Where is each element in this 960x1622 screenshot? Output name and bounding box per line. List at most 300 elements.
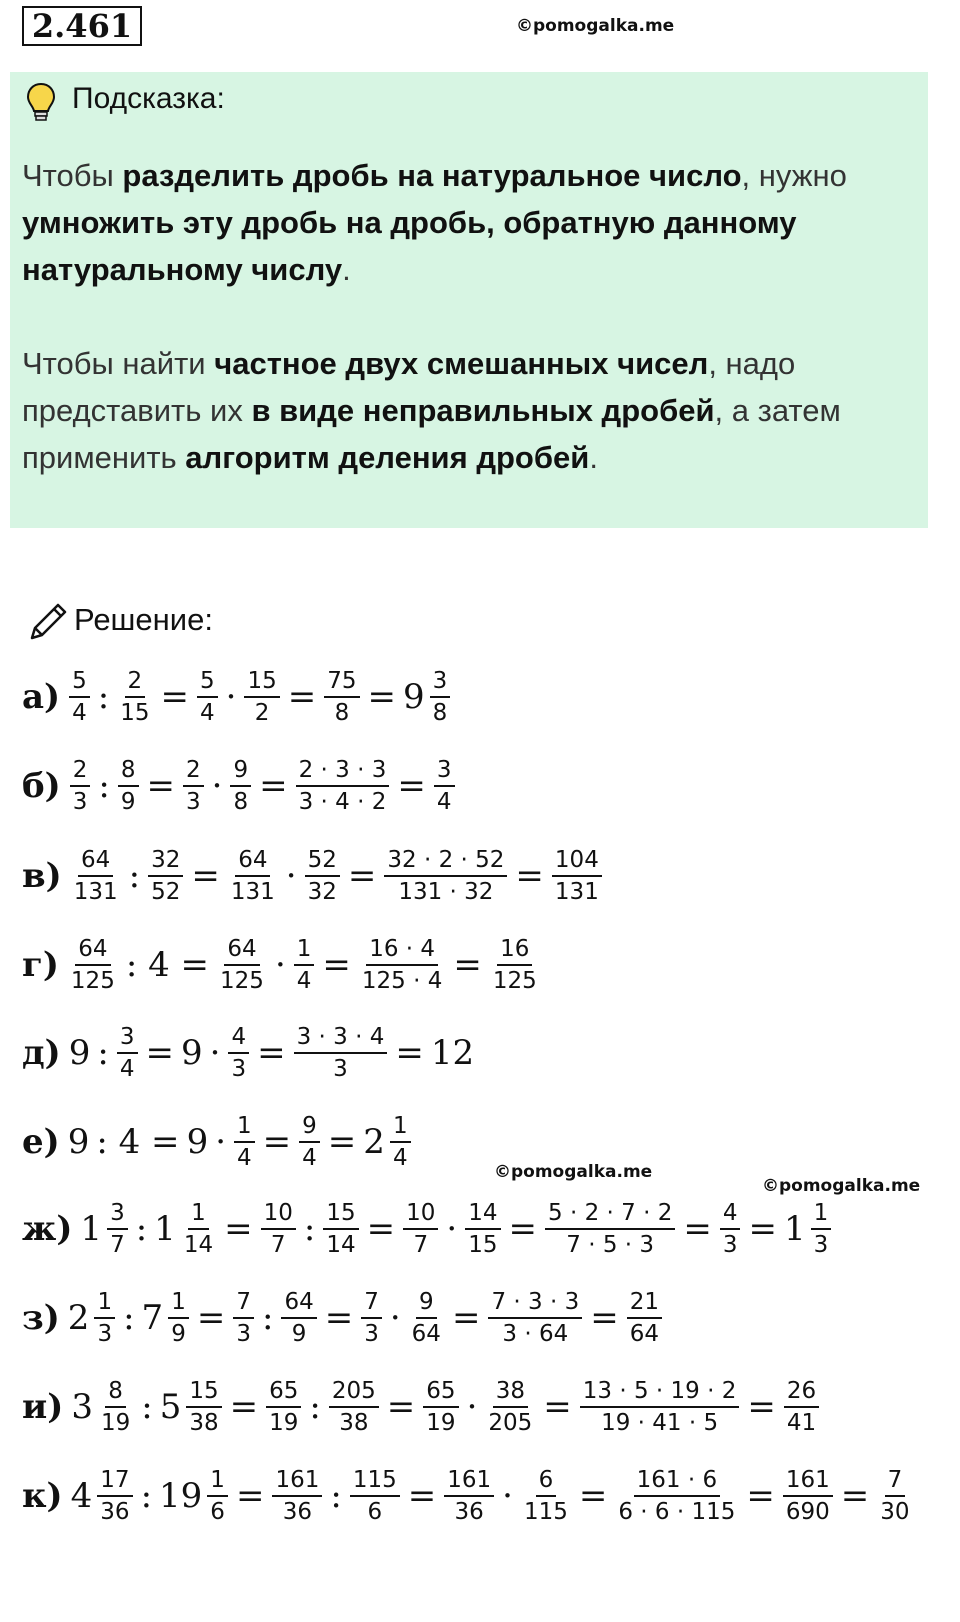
- fraction-denominator: 115: [523, 1499, 568, 1525]
- operator: :: [97, 1033, 109, 1073]
- fraction-denominator: 15: [468, 1232, 498, 1258]
- fraction-denominator: 19: [100, 1410, 131, 1436]
- fraction-numerator: 104: [552, 845, 602, 877]
- fraction-denominator: 4: [302, 1145, 317, 1171]
- fraction-numerator: 4: [228, 1022, 249, 1054]
- operator: =: [224, 1209, 253, 1249]
- hint-text-segment: , а затем применить: [22, 393, 841, 475]
- fraction-denominator: 14: [326, 1232, 356, 1258]
- fraction-denominator: 52: [151, 879, 181, 905]
- watermark-right: ©pomogalka.me: [762, 1176, 921, 1196]
- fraction: [384, 845, 507, 907]
- fraction-numerator: 5: [69, 666, 90, 698]
- fraction-denominator: 4: [436, 789, 452, 815]
- hint-text-segment: , нужно: [741, 158, 847, 193]
- fraction-numerator: 16 · 4: [366, 934, 438, 966]
- fraction: [720, 1198, 741, 1260]
- fraction: [324, 666, 359, 728]
- solution-row: [22, 1287, 665, 1349]
- fraction: [294, 1022, 388, 1084]
- fraction-numerator: 7: [361, 1287, 382, 1319]
- hint-text-segment: Чтобы найти: [22, 346, 215, 381]
- problem-number: 2.461: [22, 6, 142, 46]
- fraction: [444, 1465, 494, 1527]
- fraction-numerator: 64: [75, 934, 110, 966]
- fraction: [207, 1465, 228, 1527]
- operator: =: [347, 856, 377, 896]
- whole-number: 1: [80, 1209, 103, 1249]
- fraction-denominator: 3: [813, 1232, 829, 1258]
- operator: =: [324, 1298, 354, 1338]
- lightbulb-icon: [26, 82, 56, 124]
- hint-text-segment: алгоритм деления дробей: [185, 440, 590, 475]
- fraction: [261, 1198, 296, 1260]
- fraction-denominator: 36: [454, 1499, 484, 1525]
- fraction: [465, 1198, 500, 1260]
- fraction-denominator: 131: [230, 879, 275, 905]
- operator: : 4 =: [125, 945, 210, 985]
- fraction-denominator: 131: [554, 879, 599, 905]
- fraction-denominator: 8: [233, 789, 249, 815]
- fraction: [423, 1376, 458, 1438]
- watermark-top: ©pomogalka.me: [516, 16, 675, 36]
- fraction-denominator: 131: [73, 879, 118, 905]
- operator: :: [261, 1298, 274, 1338]
- fraction: [234, 1111, 255, 1173]
- whole-number: 1: [783, 1209, 806, 1249]
- fraction-denominator: 125: [70, 968, 115, 994]
- fraction-denominator: 125: [492, 968, 537, 994]
- fraction-numerator: 52: [305, 845, 340, 877]
- fraction: [294, 934, 315, 996]
- fraction: [390, 1111, 411, 1173]
- fraction: [233, 1287, 254, 1349]
- fraction-numerator: 3: [430, 666, 451, 698]
- operator: :: [98, 766, 110, 806]
- row-label: и): [22, 1387, 64, 1427]
- operator: =: [748, 1209, 777, 1249]
- row-label: к): [22, 1476, 63, 1516]
- fraction-numerator: 1: [390, 1111, 411, 1143]
- fraction-denominator: 4: [237, 1145, 252, 1171]
- fraction-denominator: 15: [120, 700, 150, 726]
- solution-row: [22, 1465, 916, 1527]
- whole-number: 19: [159, 1476, 203, 1516]
- operator: :: [135, 1209, 148, 1249]
- row-label: г): [22, 945, 59, 985]
- operator: ·: [446, 1209, 458, 1249]
- operator: =: [235, 1476, 265, 1516]
- fraction-numerator: 205: [329, 1376, 379, 1408]
- fraction-denominator: 4: [392, 1145, 408, 1171]
- hint-text-segment: умножить эту дробь на дробь, обратную данному натуральному числу: [22, 205, 797, 287]
- solution-row: [22, 845, 605, 907]
- fraction: [361, 1287, 382, 1349]
- row-label: в): [22, 856, 62, 896]
- row-label: з): [22, 1298, 60, 1338]
- fraction-numerator: 161: [444, 1465, 494, 1497]
- fraction-denominator: 690: [785, 1499, 830, 1525]
- fraction: [430, 666, 451, 728]
- fraction-numerator: 26: [784, 1376, 819, 1408]
- whole-number: 1: [154, 1209, 176, 1249]
- fraction: [230, 755, 251, 817]
- fraction: [168, 1287, 189, 1349]
- operator: =: [196, 1298, 226, 1338]
- fraction-numerator: 9: [299, 1111, 320, 1143]
- solution-row: [22, 1376, 822, 1438]
- fraction-numerator: 64: [78, 845, 113, 877]
- operator: :: [128, 856, 141, 896]
- operator: ·: [209, 1033, 221, 1073]
- operator: :: [309, 1387, 321, 1427]
- operator: =: [840, 1476, 870, 1516]
- operator: ·: [389, 1298, 401, 1338]
- fraction-numerator: 115: [350, 1465, 400, 1497]
- fraction-denominator: 32: [307, 879, 337, 905]
- fraction: [117, 666, 152, 728]
- solution-row: [22, 934, 543, 996]
- fraction-numerator: 1: [207, 1465, 228, 1497]
- operator: =: [515, 856, 544, 896]
- fraction-numerator: 161: [272, 1465, 322, 1497]
- fraction: [244, 666, 279, 728]
- operator: =: [386, 1387, 416, 1427]
- fraction-numerator: 10: [403, 1198, 438, 1230]
- fraction-denominator: 205: [488, 1410, 533, 1436]
- fraction: [434, 755, 455, 817]
- whole-number: 9: [181, 1033, 203, 1073]
- fraction-numerator: 161: [783, 1465, 833, 1497]
- operator: :: [97, 677, 110, 717]
- fraction-denominator: 41: [786, 1410, 817, 1436]
- fraction-numerator: 9: [230, 755, 251, 787]
- fraction-denominator: 125 · 4: [361, 968, 443, 994]
- fraction: [197, 666, 218, 728]
- fraction-numerator: 1: [811, 1198, 832, 1230]
- fraction: [148, 845, 183, 907]
- operator: :: [330, 1476, 342, 1516]
- operator: :: [140, 1476, 153, 1516]
- hint-paragraph-1: [22, 152, 912, 293]
- fraction-numerator: 2: [70, 755, 91, 787]
- fraction-numerator: 15: [186, 1376, 221, 1408]
- operator: =: [146, 766, 176, 806]
- operator: ·: [502, 1476, 513, 1516]
- row-label: ж): [22, 1209, 73, 1249]
- whole-number: 9: [186, 1122, 209, 1162]
- fraction-denominator: 8: [334, 700, 350, 726]
- fraction-numerator: 21: [627, 1287, 662, 1319]
- fraction: [228, 845, 278, 907]
- fraction-numerator: 8: [105, 1376, 126, 1408]
- hint-text-segment: частное двух смешанных чисел: [214, 346, 709, 381]
- fraction: [117, 1022, 138, 1084]
- fraction-denominator: 38: [189, 1410, 219, 1436]
- hint-text-segment: , надо представить их: [22, 346, 796, 428]
- fraction: [296, 755, 390, 817]
- fraction-denominator: 7: [413, 1232, 429, 1258]
- whole-number: 9: [67, 1122, 90, 1162]
- fraction-denominator: 3: [231, 1056, 247, 1082]
- fraction-numerator: 3 · 3 · 4: [294, 1022, 388, 1054]
- fraction: [627, 1287, 662, 1349]
- fraction-numerator: 38: [493, 1376, 528, 1408]
- fraction-denominator: 3: [722, 1232, 738, 1258]
- fraction-denominator: 3 · 4 · 2: [298, 789, 387, 815]
- fraction-numerator: 1: [94, 1287, 115, 1319]
- hint-paragraph-2: [22, 340, 912, 481]
- operator: =: [262, 1122, 292, 1162]
- operator: =: [543, 1387, 572, 1427]
- fraction-numerator: 15: [323, 1198, 358, 1230]
- fraction-numerator: 2 · 3 · 3: [296, 755, 390, 787]
- fraction-numerator: 65: [266, 1376, 301, 1408]
- fraction: [98, 1376, 133, 1438]
- fraction: [485, 1376, 535, 1438]
- operator: ·: [215, 1122, 227, 1162]
- fraction-numerator: 1: [234, 1111, 255, 1143]
- fraction-numerator: 8: [118, 755, 139, 787]
- whole-number: 5: [159, 1387, 182, 1427]
- fraction-denominator: 19: [269, 1410, 299, 1436]
- fraction: [70, 755, 91, 817]
- fraction: [228, 1022, 249, 1084]
- fraction-numerator: 2: [183, 755, 204, 787]
- whole-number: 2: [67, 1298, 90, 1338]
- fraction-numerator: 7: [233, 1287, 254, 1319]
- operator: =: [229, 1387, 259, 1427]
- row-label: а): [22, 677, 61, 717]
- operator: =: [257, 1033, 286, 1073]
- fraction-denominator: 2: [254, 700, 270, 726]
- operator: :: [123, 1298, 135, 1338]
- pencil-icon: [26, 600, 70, 644]
- fraction-numerator: 6: [536, 1465, 557, 1497]
- operator: =: [451, 1298, 481, 1338]
- row-label: б): [22, 766, 61, 806]
- operator: =: [683, 1209, 712, 1249]
- operator: =: [746, 1476, 775, 1516]
- fraction: [94, 1287, 115, 1349]
- solution-row: [22, 666, 453, 728]
- fraction-numerator: 64: [224, 934, 259, 966]
- fraction-numerator: 7: [885, 1465, 906, 1497]
- fraction-denominator: 36: [282, 1499, 313, 1525]
- fraction-denominator: 64: [629, 1321, 660, 1347]
- operator: =: [453, 945, 482, 985]
- fraction: [305, 845, 340, 907]
- operator: =: [322, 945, 351, 985]
- fraction-denominator: 4: [200, 700, 215, 726]
- watermark-mid: ©pomogalka.me: [494, 1162, 653, 1182]
- whole-number: 9: [403, 677, 425, 717]
- fraction: [186, 1376, 221, 1438]
- solution-row: [22, 1198, 834, 1260]
- fraction-numerator: 1: [294, 934, 315, 966]
- fraction: [329, 1376, 379, 1438]
- fraction-denominator: 6: [367, 1499, 383, 1525]
- operator: =: [160, 677, 190, 717]
- operator: ·: [211, 766, 223, 806]
- fraction-denominator: 4: [119, 1056, 135, 1082]
- operator: =: [747, 1387, 776, 1427]
- whole-number: 2: [363, 1122, 385, 1162]
- fraction-denominator: 36: [100, 1499, 130, 1525]
- operator: ·: [466, 1387, 478, 1427]
- fraction-denominator: 3: [236, 1321, 251, 1347]
- fraction-denominator: 7: [110, 1232, 125, 1258]
- fraction: [490, 934, 540, 996]
- fraction: [71, 845, 121, 907]
- fraction-numerator: 5 · 2 · 7 · 2: [545, 1198, 675, 1230]
- fraction: [266, 1376, 301, 1438]
- fraction-numerator: 32 · 2 · 52: [384, 845, 507, 877]
- fraction: [784, 1376, 819, 1438]
- fraction: [68, 934, 118, 996]
- operator: =: [397, 766, 426, 806]
- whole-number: 7: [141, 1298, 164, 1338]
- operator: :: [141, 1387, 153, 1427]
- fraction-denominator: 14: [183, 1232, 214, 1258]
- fraction-denominator: 3: [72, 789, 88, 815]
- fraction-numerator: 2: [125, 666, 146, 698]
- operator: =: [407, 1476, 437, 1516]
- whole-number: 3: [71, 1387, 93, 1427]
- fraction-numerator: 7 · 3 · 3: [488, 1287, 582, 1319]
- fraction: [615, 1465, 738, 1527]
- fraction-numerator: 64: [235, 845, 270, 877]
- row-label: д): [22, 1033, 61, 1073]
- solution-row: [22, 755, 458, 817]
- fraction-numerator: 9: [416, 1287, 437, 1319]
- operator: ·: [225, 677, 237, 717]
- fraction-numerator: 10: [261, 1198, 296, 1230]
- hint-text-segment: в виде неправильных дробей: [251, 393, 715, 428]
- fraction: [107, 1198, 128, 1260]
- fraction: [783, 1465, 833, 1527]
- fraction-numerator: 161 · 6: [634, 1465, 720, 1497]
- whole-number: 4: [70, 1476, 93, 1516]
- fraction: [299, 1111, 320, 1173]
- fraction: [488, 1287, 582, 1349]
- fraction: [350, 1465, 400, 1527]
- fraction: [69, 666, 90, 728]
- operator: =: [590, 1298, 619, 1338]
- operator: ·: [285, 856, 297, 896]
- fraction: [281, 1287, 316, 1349]
- hint-text-segment: .: [342, 252, 351, 287]
- fraction-denominator: 4: [296, 968, 312, 994]
- fraction-denominator: 3: [364, 1321, 379, 1347]
- operator: =: [259, 766, 288, 806]
- row-label: е): [22, 1122, 60, 1162]
- operator: =: [367, 677, 397, 717]
- fraction: [181, 1198, 216, 1260]
- operator: =: [578, 1476, 608, 1516]
- hint-text-segment: .: [589, 440, 598, 475]
- fraction-numerator: 65: [423, 1376, 458, 1408]
- fraction: [877, 1465, 912, 1527]
- solution-row: [22, 1111, 414, 1173]
- operator: =: [395, 1033, 424, 1073]
- fraction-numerator: 4: [720, 1198, 741, 1230]
- fraction: [811, 1198, 832, 1260]
- hint-text-segment: Чтобы: [22, 158, 123, 193]
- fraction: [118, 755, 139, 817]
- fraction: [97, 1465, 132, 1527]
- operator: ·: [274, 945, 286, 985]
- fraction-numerator: 1: [188, 1198, 209, 1230]
- fraction: [580, 1376, 740, 1438]
- fraction-denominator: 19: [426, 1410, 456, 1436]
- fraction-denominator: 131 · 32: [398, 879, 494, 905]
- fraction: [409, 1287, 444, 1349]
- fraction-numerator: 3: [107, 1198, 128, 1230]
- whole-number: 9: [68, 1033, 91, 1073]
- fraction: [545, 1198, 675, 1260]
- whole-number: 12: [430, 1033, 475, 1073]
- fraction-denominator: 4: [72, 700, 87, 726]
- fraction-denominator: 38: [339, 1410, 369, 1436]
- fraction-numerator: 75: [324, 666, 359, 698]
- fraction-denominator: 3: [186, 789, 201, 815]
- operator: =: [145, 1033, 174, 1073]
- fraction-numerator: 5: [197, 666, 218, 698]
- fraction: [521, 1465, 571, 1527]
- solution-title: Решение:: [74, 602, 213, 637]
- fraction-numerator: 13 · 5 · 19 · 2: [580, 1376, 740, 1408]
- fraction: [359, 934, 445, 996]
- fraction-numerator: 15: [244, 666, 279, 698]
- fraction-denominator: 7 · 5 · 3: [566, 1232, 655, 1258]
- operator: :: [303, 1209, 316, 1249]
- fraction-numerator: 32: [148, 845, 183, 877]
- hint-title: Подсказка:: [72, 82, 225, 115]
- fraction-numerator: 14: [465, 1198, 500, 1230]
- fraction-numerator: 17: [97, 1465, 132, 1497]
- fraction-denominator: 19 · 41 · 5: [601, 1410, 719, 1436]
- fraction-denominator: 3: [333, 1056, 348, 1082]
- hint-text-segment: разделить дробь на натуральное число: [122, 158, 742, 193]
- fraction-denominator: 7: [270, 1232, 286, 1258]
- fraction-denominator: 8: [432, 700, 448, 726]
- operator: =: [508, 1209, 537, 1249]
- operator: =: [191, 856, 220, 896]
- fraction: [217, 934, 267, 996]
- fraction-denominator: 30: [880, 1499, 910, 1525]
- fraction-denominator: 3: [97, 1321, 113, 1347]
- operator: =: [366, 1209, 396, 1249]
- fraction-denominator: 9: [291, 1321, 307, 1347]
- fraction-numerator: 3: [117, 1022, 138, 1054]
- fraction-numerator: 16: [497, 934, 532, 966]
- operator: =: [327, 1122, 357, 1162]
- fraction-denominator: 125: [220, 968, 264, 994]
- solution-row: [22, 1022, 476, 1084]
- fraction-numerator: 1: [168, 1287, 189, 1319]
- fraction-denominator: 6: [210, 1499, 225, 1525]
- operator: : 4 =: [96, 1122, 180, 1162]
- fraction: [403, 1198, 438, 1260]
- fraction-denominator: 9: [120, 789, 136, 815]
- fraction-denominator: 9: [171, 1321, 186, 1347]
- fraction-numerator: 3: [434, 755, 455, 787]
- fraction: [323, 1198, 358, 1260]
- fraction: [183, 755, 204, 817]
- fraction: [272, 1465, 322, 1527]
- operator: =: [287, 677, 317, 717]
